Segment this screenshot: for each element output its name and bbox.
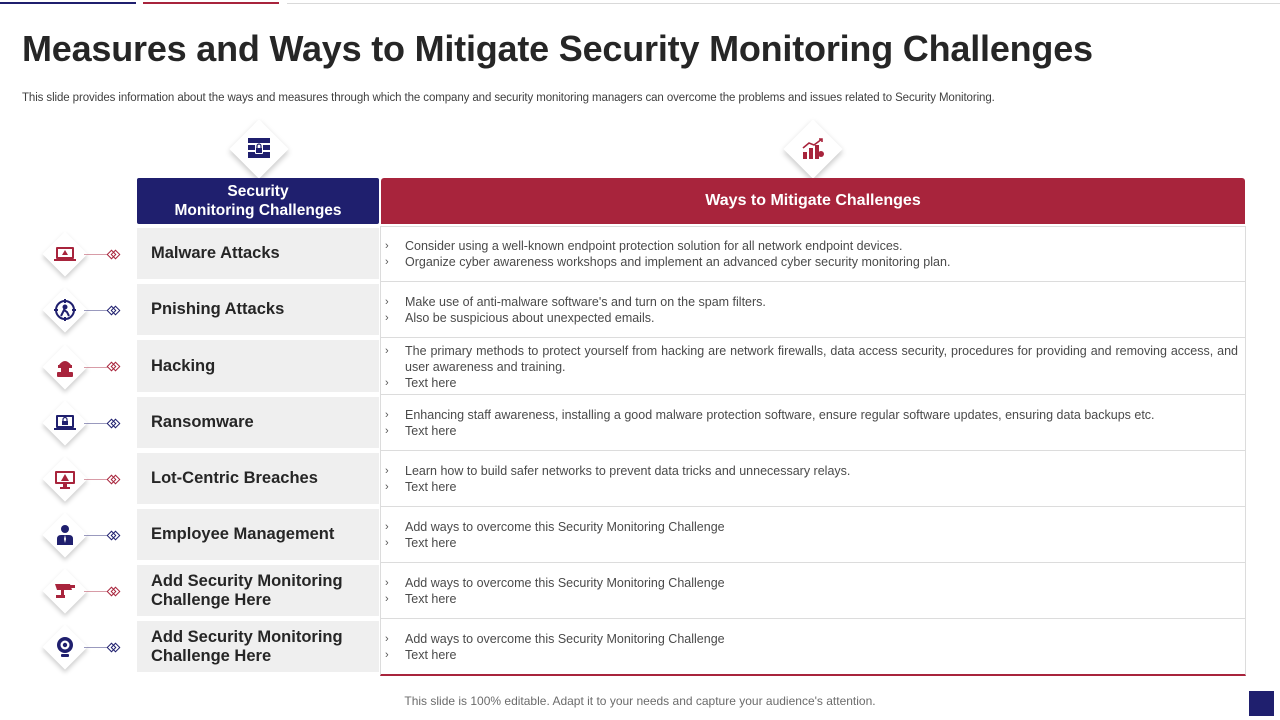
bullet-marker: ›: [385, 465, 389, 477]
mitigation-cell: [381, 226, 1245, 282]
challenge-cell: [137, 340, 379, 392]
mitigation-bullet: [381, 407, 1238, 423]
mitigation-cell: [381, 507, 1245, 563]
challenge-label: Add Security Monitoring Challenge Here: [151, 571, 343, 609]
connector-line: [84, 423, 108, 424]
challenge-label: Pnishing Attacks: [151, 300, 285, 318]
bullet-marker: ›: [385, 481, 389, 493]
bullet-marker: ›: [385, 240, 389, 252]
mitigation-text: Text here: [405, 536, 457, 550]
table-row: [0, 619, 1280, 675]
challenge-cell: [137, 621, 379, 672]
mitigation-bullet: [381, 343, 1238, 375]
bullet-marker: ›: [385, 425, 389, 437]
connector-line: [84, 591, 108, 592]
challenge-cell: [137, 509, 379, 560]
challenge-cell: [137, 397, 379, 448]
table-row: [0, 451, 1280, 507]
growth-chart-icon: [800, 136, 826, 162]
bullet-marker: ›: [385, 593, 389, 605]
mitigation-bullet: [381, 254, 1238, 270]
locked-laptop-icon: [53, 411, 77, 435]
connector-line: [84, 647, 108, 648]
mitigation-text: Text here: [405, 424, 457, 438]
hacker-target-icon: [53, 298, 77, 322]
mitigation-bullet: [381, 535, 1238, 551]
bullet-marker: ›: [385, 537, 389, 549]
mitigation-bullet: [381, 310, 1238, 326]
connector-line: [84, 535, 108, 536]
mitigation-column-header: Ways to Mitigate Challenges: [381, 178, 1245, 224]
mitigation-bullet: [381, 647, 1238, 663]
mitigation-text: Consider using a well-known endpoint protection solution for all network endpoint devices.: [405, 239, 903, 253]
mitigation-text: Text here: [405, 480, 457, 494]
laptop-warning-icon: [53, 242, 77, 266]
challenge-cell: [137, 565, 379, 616]
mitigation-text: Add ways to overcome this Security Monitoring Challenge: [405, 632, 725, 646]
mitigation-text: Learn how to build safer networks to prevent data tricks and unnecessary relays.: [405, 464, 851, 478]
mitigation-bullet: [381, 238, 1238, 254]
bullet-marker: ›: [385, 649, 389, 661]
mitigation-text: Text here: [405, 375, 457, 390]
mitigation-text: Add ways to overcome this Security Monitoring Challenge: [405, 520, 725, 534]
bullet-marker: ›: [385, 296, 389, 308]
table-row: [0, 563, 1280, 619]
bullet-marker: ›: [385, 521, 389, 533]
connector-line: [84, 479, 108, 480]
mitigation-text: Make use of anti-malware software's and turn on the spam filters.: [405, 295, 766, 309]
webcam-icon: [53, 635, 77, 659]
corner-accent-square: [1249, 691, 1274, 716]
mitigation-text: Text here: [405, 592, 457, 606]
challenge-label: Hacking: [151, 356, 216, 375]
mitigation-text: Add ways to overcome this Security Monitoring Challenge: [405, 576, 725, 590]
mitigation-cell: [381, 395, 1245, 451]
table-row: [0, 226, 1280, 282]
mitigation-cell: [381, 451, 1245, 507]
challenge-label: Lot-Centric Breaches: [151, 469, 318, 487]
top-divider-line: [287, 3, 1280, 4]
bullet-marker: ›: [385, 633, 389, 645]
bullet-marker: ›: [385, 256, 389, 268]
challenge-cell: [137, 228, 379, 279]
mitigation-bullet: [381, 423, 1238, 439]
mitigation-bullet: [381, 631, 1238, 647]
mitigation-bullet: [381, 479, 1238, 495]
challenge-label: Malware Attacks: [151, 244, 280, 262]
monitor-alert-icon: [53, 467, 77, 491]
connector-line: [84, 367, 108, 368]
challenge-cell: [137, 284, 379, 335]
table-row: [0, 282, 1280, 338]
cctv-camera-icon: [53, 579, 77, 603]
mitigation-bullet: [381, 575, 1238, 591]
mitigation-cell: [381, 619, 1245, 675]
bullet-marker: ›: [385, 312, 389, 324]
mitigation-text: Text here: [405, 648, 457, 662]
page-title: Measures and Ways to Mitigate Security Monitoring Challenges: [22, 28, 1093, 69]
mitigation-bullet: [381, 519, 1238, 535]
mitigation-bullet: [381, 375, 1238, 391]
table-row: [0, 395, 1280, 451]
connector-line: [84, 254, 108, 255]
challenge-cell: [137, 453, 379, 504]
mitigation-bullet: [381, 294, 1238, 310]
hacker-icon: [53, 355, 77, 379]
bullet-marker: ›: [385, 344, 389, 357]
mitigation-cell: [381, 338, 1245, 395]
employee-icon: [53, 523, 77, 547]
page-subtitle: This slide provides information about the ways and measures through which the company and security monitoring managers can overcome the problems and issues related to Security Monitoring.: [22, 92, 995, 104]
top-accent-line-navy: [0, 2, 136, 4]
challenge-label: Ransomware: [151, 413, 254, 431]
locked-server-icon: [246, 136, 272, 162]
mitigation-text: The primary methods to protect yourself from hacking are network firewalls, data access security, procedures for providing and removing access, and user awareness and training.: [405, 343, 1238, 374]
mitigation-text: Also be suspicious about unexpected emails.: [405, 311, 655, 325]
bullet-marker: ›: [385, 577, 389, 589]
mitigation-text: Organize cyber awareness workshops and implement an advanced cyber security monitoring plan.: [405, 255, 951, 269]
mitigation-cell: [381, 563, 1245, 619]
bullet-marker: ›: [385, 376, 389, 389]
bullet-marker: ›: [385, 409, 389, 421]
mitigation-cell: [381, 282, 1245, 338]
connector-line: [84, 310, 108, 311]
top-accent-line-red: [143, 2, 279, 4]
table-row: [0, 507, 1280, 563]
mitigation-bullet: [381, 591, 1238, 607]
mitigation-bullet: [381, 463, 1238, 479]
footer-note: This slide is 100% editable. Adapt it to your needs and capture your audience's attention.: [404, 694, 876, 708]
challenge-label: Employee Management: [151, 525, 335, 543]
challenges-column-header: Security Monitoring Challenges: [137, 178, 379, 224]
mitigation-text: Enhancing staff awareness, installing a good malware protection software, ensure regular software updates, ensuring data backups etc.: [405, 408, 1155, 422]
challenge-label: Add Security Monitoring Challenge Here: [151, 627, 343, 665]
table-row: [0, 338, 1280, 395]
